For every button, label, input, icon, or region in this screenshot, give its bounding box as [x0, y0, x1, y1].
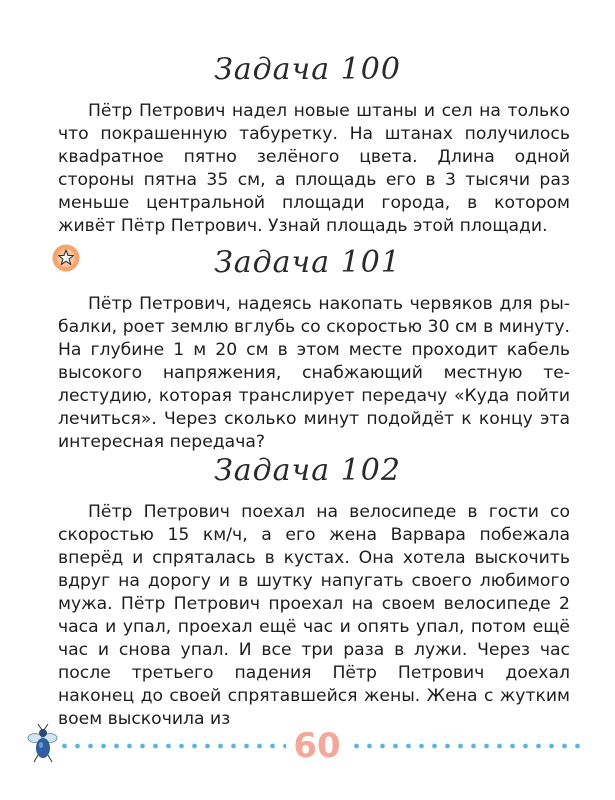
- page-number: 60: [293, 726, 341, 766]
- problem-100-text: Пётр Петрович надел новые штаны и сел на только что покрашенную табуретку. На штанах получилось кваdратное пятно зелёного цвета. Длина одной стороны пятна 35 см, а площадь его в 3 тысячи раз меньше центральной площади города, в котором живёт Пётр Петрович. Узнай площадь этой площади.: [58, 101, 570, 236]
- page-footer: [0, 726, 615, 766]
- problem-100-title: Задача 100: [214, 52, 401, 87]
- problem-101-title: Задача 101: [214, 245, 401, 280]
- dotted-line-right: [350, 743, 580, 749]
- problem-101-text: Пётр Петрович, надеясь накопать червяков для рыбалки, роет землю вглубь со скоростью 30 см в минуту. На глубине 1 м 20 см в этом месте проходит кабель высокого напряжения, снабжающий местную телестудию, которая транслирует передачу «Куда пойти лечиться». Через сколько минут подойдёт к концу эта интересная передача?: [58, 294, 570, 452]
- problem-102-title: Задача 102: [214, 453, 401, 488]
- dotted-line-left: [58, 743, 286, 749]
- problem-102-text: Пётр Петрович поехал на велосипеде в гости со скоростью 15 км/ч, а его жена Варвара побежала вперёд и спряталась в кустах. Она хотела выскочить вдруг на дорогу и в шутку напугать своего любимого мужа. Пётр Петрович проехал на своем велосипеде 2 часа и упал, проехал ещё час и опять упал, потом ещё час и снова упал. И все три раза в лужи. Через час после третьего падения Пётр Петрович доехал наконец до своей спрятавшейся жены. Жена с жутким воем выскочила из: [58, 502, 570, 729]
